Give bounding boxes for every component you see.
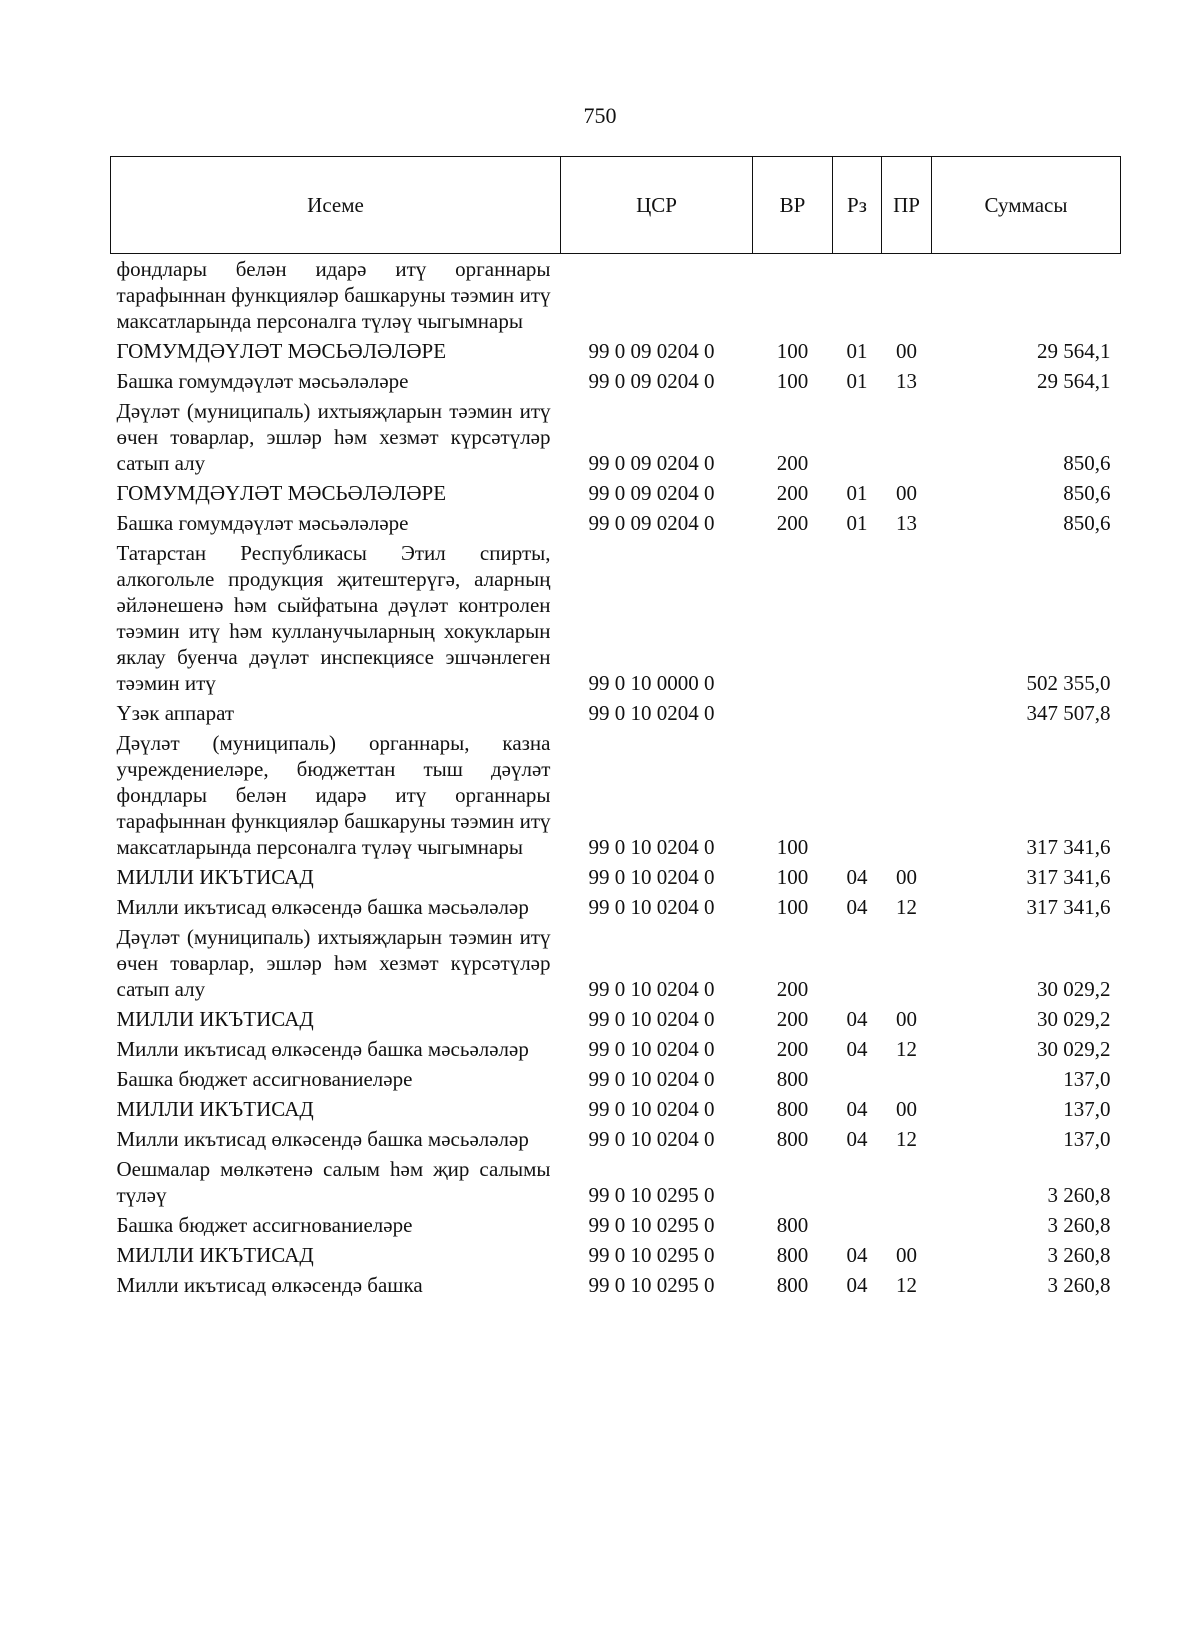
cell-sum: 137,0 (1063, 1127, 1111, 1151)
cell-rz (833, 1210, 882, 1240)
cell-rz: 01 (846, 481, 868, 505)
cell-csr: 99 0 10 0204 0 (588, 1067, 715, 1091)
cell-name: ГОМУМДӘҮЛӘТ МӘСЬӘЛӘЛӘРЕ (116, 481, 447, 505)
cell-vr (753, 254, 833, 337)
cell-csr: 99 0 10 0204 0 (588, 977, 715, 1001)
table-row (111, 366, 1121, 396)
header-name: Исеме (111, 157, 561, 254)
cell-pr: 00 (896, 865, 917, 889)
cell-name: Башка бюджет ассигнованиеләре (116, 1213, 413, 1237)
cell-name: МИЛЛИ ИКЪТИСАД (116, 1243, 314, 1267)
cell-pr (882, 254, 932, 337)
cell-rz: 01 (846, 369, 868, 393)
cell-vr: 800 (776, 1273, 809, 1297)
cell-rz: 04 (846, 1273, 868, 1297)
cell-vr: 200 (776, 977, 809, 1001)
table-row (111, 254, 1121, 337)
cell-pr: 12 (896, 895, 917, 919)
table-row (111, 1210, 1121, 1240)
cell-name: Милли икътисад өлкәсендә башка мәсьәләләр (116, 895, 529, 919)
cell-rz (833, 538, 882, 698)
table-row (111, 1154, 1121, 1210)
table-row (111, 478, 1121, 508)
table-row (111, 922, 1121, 1004)
cell-rz: 04 (846, 865, 868, 889)
page-number: 750 (583, 103, 617, 128)
cell-name: МИЛЛИ ИКЪТИСАД (116, 865, 314, 889)
cell-vr: 200 (776, 451, 809, 475)
cell-pr: 13 (896, 369, 917, 393)
cell-sum: 30 029,2 (1037, 977, 1111, 1001)
table-row (111, 1270, 1121, 1300)
header-rz: Рз (833, 157, 882, 254)
cell-vr: 100 (776, 865, 809, 889)
cell-name: Дәүләт (муниципаль) органнары, казна учреждениеләре, бюджеттан тыш дәүләт фондлары белән идарә итү органнары тарафыннан функцияләр башкаруны тәэмин итү максатларында персоналга түләү чыгымнары (116, 731, 551, 859)
cell-vr: 800 (776, 1097, 809, 1121)
cell-csr: 99 0 10 0000 0 (588, 671, 715, 695)
table-row (111, 336, 1121, 366)
cell-csr (561, 254, 753, 337)
cell-pr: 12 (896, 1037, 917, 1061)
cell-pr: 12 (896, 1273, 917, 1297)
cell-sum: 29 564,1 (1037, 369, 1111, 393)
cell-rz: 04 (846, 1127, 868, 1151)
cell-name: Башка гомумдәүләт мәсьәләләре (116, 369, 409, 393)
cell-name: МИЛЛИ ИКЪТИСАД (116, 1097, 314, 1121)
table-row (111, 1094, 1121, 1124)
cell-sum: 137,0 (1063, 1067, 1111, 1091)
header-pr: ПР (882, 157, 932, 254)
cell-csr: 99 0 10 0204 0 (588, 1037, 715, 1061)
table-body (111, 254, 1121, 1301)
cell-rz: 04 (846, 1243, 868, 1267)
cell-sum: 3 260,8 (1047, 1183, 1111, 1207)
table-row (111, 538, 1121, 698)
cell-name: фондлары белән идарә итү органнары тарафыннан функцияләр башкаруны тәэмин итү максатларында персоналга түләү чыгымнары (116, 257, 551, 333)
cell-pr (882, 728, 932, 862)
cell-csr: 99 0 10 0204 0 (588, 1007, 715, 1031)
header-sum: Суммасы (932, 157, 1121, 254)
cell-pr (882, 1210, 932, 1240)
cell-csr: 99 0 10 0295 0 (588, 1243, 715, 1267)
cell-csr: 99 0 10 0204 0 (588, 701, 715, 725)
cell-pr (882, 1064, 932, 1094)
cell-pr: 12 (896, 1127, 917, 1151)
cell-sum: 3 260,8 (1047, 1243, 1111, 1267)
cell-sum: 850,6 (1063, 451, 1111, 475)
cell-pr: 00 (896, 1007, 917, 1031)
budget-table (110, 156, 1121, 1300)
cell-vr: 800 (776, 1213, 809, 1237)
cell-sum: 317 341,6 (1026, 865, 1111, 889)
table-row (111, 1034, 1121, 1064)
cell-vr: 100 (776, 895, 809, 919)
cell-vr: 200 (776, 1007, 809, 1031)
cell-sum: 347 507,8 (1026, 701, 1111, 725)
cell-sum: 317 341,6 (1026, 895, 1111, 919)
cell-pr: 00 (896, 1243, 917, 1267)
table-header (111, 157, 1121, 254)
cell-name: Башка гомумдәүләт мәсьәләләре (116, 511, 409, 535)
cell-rz (833, 1064, 882, 1094)
cell-vr (753, 538, 833, 698)
cell-sum: 30 029,2 (1037, 1037, 1111, 1061)
cell-vr: 200 (776, 481, 809, 505)
cell-sum: 30 029,2 (1037, 1007, 1111, 1031)
cell-sum: 137,0 (1063, 1097, 1111, 1121)
cell-sum (932, 254, 1121, 337)
cell-rz (833, 922, 882, 1004)
cell-rz (833, 1154, 882, 1210)
cell-rz: 01 (846, 511, 868, 535)
cell-vr (753, 698, 833, 728)
table-row (111, 1124, 1121, 1154)
cell-name: Милли икътисад өлкәсендә башка мәсьәләләр (116, 1037, 529, 1061)
cell-sum: 850,6 (1063, 511, 1111, 535)
cell-csr: 99 0 10 0204 0 (588, 1097, 715, 1121)
cell-name: Милли икътисад өлкәсендә башка мәсьәләләр (116, 1127, 529, 1151)
cell-sum: 850,6 (1063, 481, 1111, 505)
cell-vr: 800 (776, 1067, 809, 1091)
cell-rz: 04 (846, 1097, 868, 1121)
header-csr: ЦСР (561, 157, 753, 254)
cell-csr: 99 0 10 0204 0 (588, 1127, 715, 1151)
cell-name: Дәүләт (муниципаль) ихтыяҗларын тәэмин итү өчен товарлар, эшләр һәм хезмәт күрсәтүләр сатып алу (116, 399, 551, 475)
table-row (111, 728, 1121, 862)
cell-rz (833, 396, 882, 478)
cell-name: ГОМУМДӘҮЛӘТ МӘСЬӘЛӘЛӘРЕ (116, 339, 447, 363)
table-row (111, 508, 1121, 538)
table-row (111, 698, 1121, 728)
cell-rz: 01 (846, 339, 868, 363)
cell-rz (833, 254, 882, 337)
table-row (111, 1004, 1121, 1034)
cell-csr: 99 0 09 0204 0 (588, 369, 715, 393)
cell-pr: 13 (896, 511, 917, 535)
cell-sum: 502 355,0 (1026, 671, 1111, 695)
cell-vr: 800 (776, 1243, 809, 1267)
cell-pr (882, 396, 932, 478)
cell-vr: 100 (776, 835, 809, 859)
cell-csr: 99 0 10 0204 0 (588, 835, 715, 859)
cell-pr (882, 538, 932, 698)
cell-csr: 99 0 10 0295 0 (588, 1273, 715, 1297)
cell-name: Милли икътисад өлкәсендә башка (116, 1273, 423, 1297)
cell-rz: 04 (846, 1007, 868, 1031)
cell-vr (753, 1154, 833, 1210)
cell-vr: 100 (776, 339, 809, 363)
cell-name: Башка бюджет ассигнованиеләре (116, 1067, 413, 1091)
table-row (111, 1064, 1121, 1094)
cell-csr: 99 0 09 0204 0 (588, 511, 715, 535)
cell-sum: 3 260,8 (1047, 1273, 1111, 1297)
table-row (111, 862, 1121, 892)
cell-name: Үзәк аппарат (116, 701, 235, 725)
cell-sum: 317 341,6 (1026, 835, 1111, 859)
cell-name: МИЛЛИ ИКЪТИСАД (116, 1007, 314, 1031)
cell-vr: 800 (776, 1127, 809, 1151)
cell-vr: 200 (776, 1037, 809, 1061)
cell-csr: 99 0 09 0204 0 (588, 339, 715, 363)
cell-pr (882, 698, 932, 728)
cell-sum: 29 564,1 (1037, 339, 1111, 363)
cell-pr: 00 (896, 481, 917, 505)
cell-csr: 99 0 09 0204 0 (588, 481, 715, 505)
table-row (111, 396, 1121, 478)
cell-csr: 99 0 09 0204 0 (588, 451, 715, 475)
cell-pr (882, 1154, 932, 1210)
cell-vr: 100 (776, 369, 809, 393)
cell-rz (833, 728, 882, 862)
cell-sum: 3 260,8 (1047, 1213, 1111, 1237)
cell-csr: 99 0 10 0204 0 (588, 865, 715, 889)
header-vr: ВР (753, 157, 833, 254)
cell-name: Татарстан Республикасы Этил спирты, алкогольле продукция җитештерүгә, аларның әйләнешенә һәм сыйфатына дәүләт контролен тәэмин итү һәм кулланучыларның хокукларын яклау буенча дәүләт инспекциясе эшчәнлеген тәэмин итү (116, 541, 551, 695)
cell-rz (833, 698, 882, 728)
cell-csr: 99 0 10 0295 0 (588, 1183, 715, 1207)
table-row (111, 1240, 1121, 1270)
cell-vr: 200 (776, 511, 809, 535)
cell-pr: 00 (896, 1097, 917, 1121)
table-row (111, 892, 1121, 922)
cell-name: Дәүләт (муниципаль) ихтыяҗларын тәэмин итү өчен товарлар, эшләр һәм хезмәт күрсәтүләр сатып алу (116, 925, 551, 1001)
cell-name: Оешмалар мөлкәтенә салым һәм җир салымы түләү (116, 1157, 551, 1207)
cell-rz: 04 (846, 895, 868, 919)
cell-csr: 99 0 10 0295 0 (588, 1213, 715, 1237)
cell-pr (882, 922, 932, 1004)
cell-rz: 04 (846, 1037, 868, 1061)
cell-pr: 00 (896, 339, 917, 363)
cell-csr: 99 0 10 0204 0 (588, 895, 715, 919)
